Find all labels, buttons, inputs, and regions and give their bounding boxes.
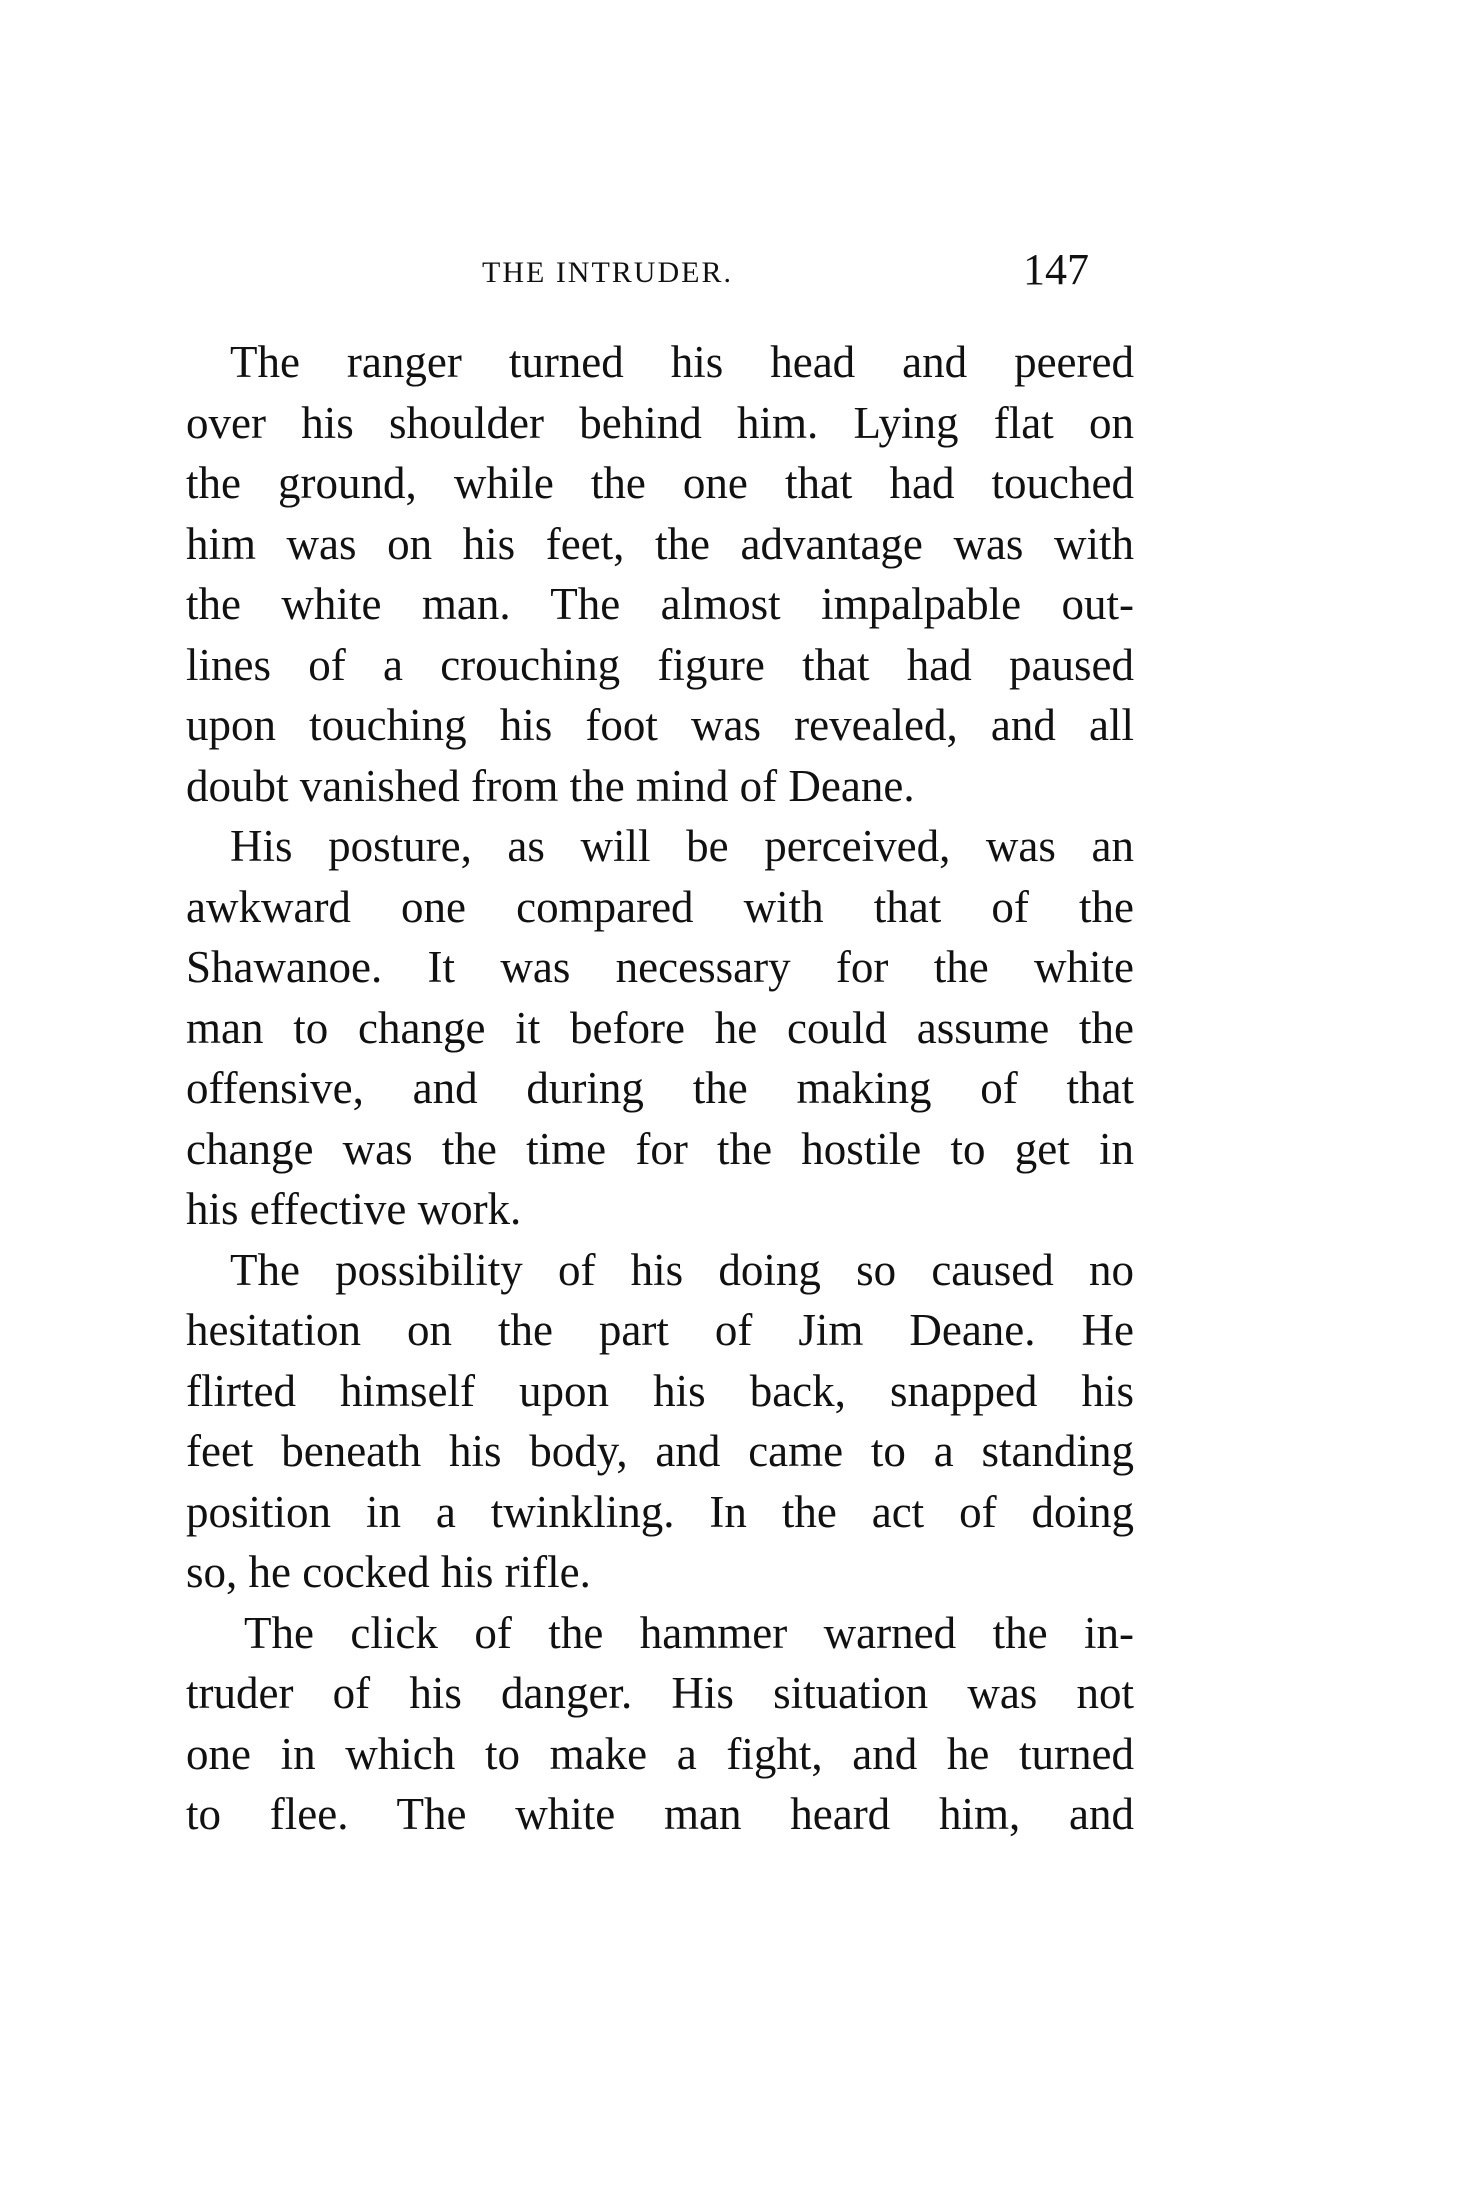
text-line: His posture, as will be perceived, was an (230, 821, 1134, 871)
text-line: offensive, and during the making of that (186, 1063, 1134, 1113)
text-line: man to change it before he could assume the (186, 1002, 1134, 1053)
text-line: change was the time for the hostile to get in (186, 1123, 1134, 1174)
paragraph-2 (186, 816, 1134, 1240)
text-line: awkward one compared with that of the (186, 881, 1134, 932)
text-line: him was on his feet, the advantage was with (186, 518, 1134, 569)
paragraph-3 (186, 1240, 1134, 1603)
text-line: over his shoulder behind him. Lying flat on (186, 397, 1134, 448)
text-line: truder of his danger. His situation was not (186, 1668, 1134, 1718)
text-line: the white man. The almost impalpable out- (186, 579, 1134, 629)
text-line: position in a twinkling. In the act of doing (186, 1486, 1134, 1537)
text-line: the ground, while the one that had touched (186, 458, 1134, 508)
text-line: so, he cocked his rifle. (186, 1547, 591, 1597)
text-line: his effective work. (186, 1184, 522, 1234)
text-line: hesitation on the part of Jim Deane. He (186, 1305, 1134, 1355)
text-line: The click of the hammer warned the in- (244, 1607, 1134, 1658)
paragraph-4 (186, 1603, 1134, 1845)
page-number: 147 (1023, 245, 1089, 294)
text-line: The ranger turned his head and peered (230, 337, 1134, 387)
text-line: Shawanoe. It was necessary for the white (186, 942, 1134, 992)
text-line: flirted himself upon his back, snapped his (186, 1365, 1134, 1416)
text-line: The possibility of his doing so caused no (230, 1244, 1134, 1295)
paragraph-1 (186, 332, 1134, 816)
text-line: upon touching his foot was revealed, and all (186, 700, 1134, 750)
running-head: THE INTRUDER. (482, 256, 733, 289)
text-line: feet beneath his body, and came to a standing (186, 1426, 1134, 1476)
text-line: doubt vanished from the mind of Deane. (186, 760, 915, 811)
text-line: one in which to make a fight, and he turned (186, 1728, 1134, 1779)
body-text (186, 332, 1134, 1845)
text-line: to flee. The white man heard him, and (186, 1789, 1134, 1839)
text-line: lines of a crouching figure that had paused (186, 639, 1134, 690)
